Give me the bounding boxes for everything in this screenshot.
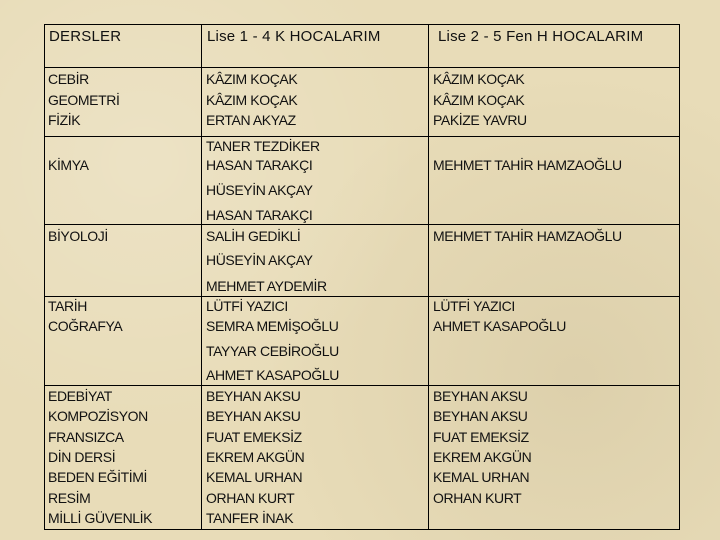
subject-cell: COĞRAFYA [48,318,123,334]
teacher-cell: FUAT EMEKSİZ [206,429,302,445]
teacher-cell: HÜSEYİN AKÇAY [206,182,313,198]
row-divider [44,385,680,386]
teacher-cell: AHMET KASAPOĞLU [433,318,567,334]
teacher-cell: ERTAN AKYAZ [206,112,296,128]
teacher-cell: EKREM AKGÜN [206,449,305,465]
column-divider [428,24,429,530]
teacher-cell: KÂZIM KOÇAK [206,71,298,87]
subject-cell: FRANSIZCA [48,429,124,445]
teacher-cell: SALİH GEDİKLİ [206,228,301,244]
teacher-cell: TANER TEZDİKER [206,138,320,154]
teacher-cell: LÜTFİ YAZICI [206,298,288,314]
teacher-cell: BEYHAN AKSU [206,388,301,404]
row-divider [44,296,680,297]
row-divider [44,529,680,530]
teacher-cell: EKREM AKGÜN [433,449,532,465]
teacher-cell: KÂZIM KOÇAK [206,92,298,108]
subject-cell: MİLLİ GÜVENLİK [48,510,153,526]
subject-cell: FİZİK [48,112,81,128]
subject-cell: EDEBİYAT [48,388,112,404]
table-border-left [44,24,45,530]
teacher-cell: FUAT EMEKSİZ [433,429,529,445]
teacher-cell: LÜTFİ YAZICI [433,298,515,314]
teacher-cell: HÜSEYİN AKÇAY [206,252,313,268]
table-border-right [679,24,680,530]
teacher-cell: BEYHAN AKSU [433,388,528,404]
teacher-cell: HASAN TARAKÇI [206,207,313,223]
header-lise2: Lise 2 - 5 Fen H HOCALARIM [438,28,644,45]
teacher-cell: BEYHAN AKSU [433,408,528,424]
teacher-cell: TAYYAR CEBİROĞLU [206,343,339,359]
header-dersler: DERSLER [49,28,122,45]
teacher-cell: MEHMET TAHİR HAMZAOĞLU [433,228,622,244]
subject-cell: TARİH [48,298,87,314]
row-divider [44,24,680,25]
teacher-cell: ORHAN KURT [433,490,522,506]
subject-cell: RESİM [48,490,91,506]
row-divider [44,67,680,68]
teacher-cell: KEMAL URHAN [433,469,530,485]
teacher-cell: TANFER İNAK [206,510,294,526]
teacher-cell: BEYHAN AKSU [206,408,301,424]
subject-cell: BİYOLOJİ [48,228,108,244]
subject-cell: GEOMETRİ [48,92,120,108]
teacher-cell: HASAN TARAKÇI [206,157,313,173]
teacher-cell: PAKİZE YAVRU [433,112,527,128]
header-lise1: Lise 1 - 4 K HOCALARIM [207,28,381,45]
subject-cell: BEDEN EĞİTİMİ [48,469,148,485]
teacher-cell: MEHMET AYDEMİR [206,278,327,294]
teacher-cell: KÂZIM KOÇAK [433,71,525,87]
teacher-cell: KÂZIM KOÇAK [433,92,525,108]
subject-cell: DİN DERSİ [48,449,116,465]
column-divider [201,24,202,530]
teacher-cell: KEMAL URHAN [206,469,303,485]
subject-cell: CEBİR [48,71,89,87]
subject-cell: KOMPOZİSYON [48,408,148,424]
teacher-cell: AHMET KASAPOĞLU [206,367,340,383]
teacher-cell: SEMRA MEMİŞOĞLU [206,318,339,334]
row-divider [44,224,680,225]
row-divider [44,136,680,137]
subject-cell: KİMYA [48,157,89,173]
teacher-cell: MEHMET TAHİR HAMZAOĞLU [433,157,622,173]
teacher-cell: ORHAN KURT [206,490,295,506]
